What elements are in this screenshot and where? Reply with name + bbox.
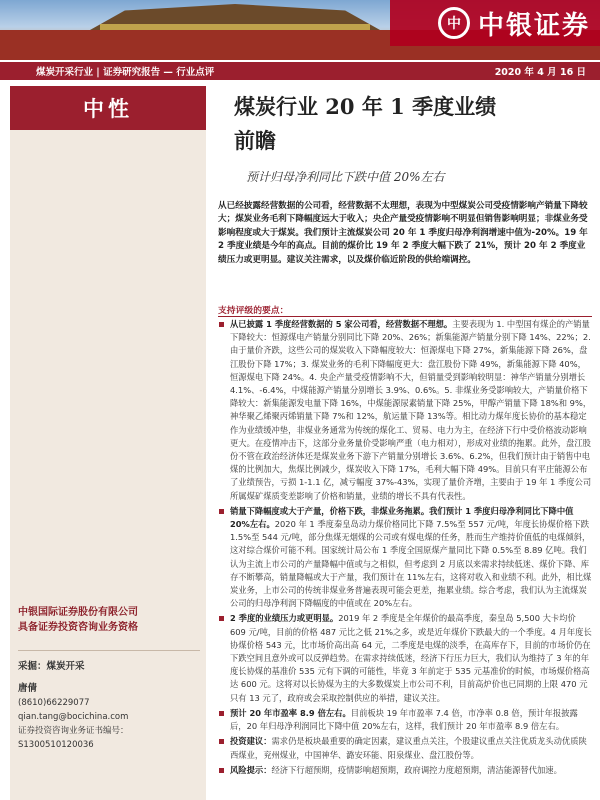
analyst-name: 唐倩 <box>18 683 38 694</box>
company-info <box>18 605 198 635</box>
bullet-text: 2019 年 2 季度是全年煤价的最高季度，秦皇岛 5,500 大卡均价 609 元/吨，目前的价格 487 元比之低 21%之多，或是近年煤价下跌最大的一个季度。4 月年度长协煤价格 543 元，比市场价高出高 64 元，二季度是电煤的淡季，在高库存下，目前的市场价仍在下跌空间且意外或可以反弹趋势。在需求持续低迷，经济下行压力巨大，我们认为维持了 3 年的年度长协煤的基准价 535 元有下调的可能性，毕竟 3 年前定于 535 元基准价的时候，市场煤价格高达 600 元。这将对以长协煤为主的大多数煤炭上市公司不利，目前高炉价也已同期的上限 470 元只有 13 元了，政府或会采取控制供应的举措，建议关注。 <box>230 613 592 703</box>
boc-circle-icon: 中 <box>438 7 470 39</box>
report-type: 煤炭开采行业 | 证券研究报告 — 行业点评 <box>36 67 215 78</box>
bullet-list <box>218 318 592 779</box>
logo-text: 中银证券 <box>477 10 590 41</box>
sidebar-divider <box>18 650 200 651</box>
analyst-phone: (8610)66229077 <box>18 698 90 708</box>
bullet-text: 经济下行超预期，疫情影响超预期，政府调控力度超预期，清洁能源替代加速。 <box>271 764 562 775</box>
points-heading: 支持评级的要点： <box>218 306 289 316</box>
page-title <box>234 90 592 158</box>
company-qualification: 具备证券投资咨询业务资格 <box>18 622 138 633</box>
main-header <box>218 86 592 195</box>
list-item <box>218 707 592 733</box>
bullet-text: 需求仍是板块最重要的确定因素，建议重点关注，个股建议重点关注优质龙头动优质陕西煤业，兖州煤业，中国神华、潞安环能、阳泉煤业、盘江股份等。 <box>230 736 587 760</box>
report-date: 2020 年 4 月 16 日 <box>494 67 586 78</box>
title-line-2: 前瞻 <box>234 128 276 153</box>
bullet-bold: 从已披露 1 季度经营数据的 5 家公司看，经营数据不理想。 <box>230 319 453 329</box>
page-subtitle: 预计归母净利同比下跌中值 20%左右 <box>246 170 445 184</box>
bullet-bold: 投资建议： <box>230 736 272 747</box>
points-divider <box>218 316 592 317</box>
bullet-text: 目前板块 19 年市盈率 7.4 倍，市净率 0.8 倍，预计年报披露后，20 年归母净利润同比下降中值 20%左右，这样，我们预计 20 年市盈率 8.9 倍左右。 <box>230 707 578 732</box>
bullet-bold: 销量下降幅度或大于产量，价格下跌，非煤业务拖累。我们预计 1 季度归母净利同比下降中值 20%左右。 <box>230 505 574 530</box>
list-item <box>218 318 592 503</box>
intro-paragraph: 从已经披露经营数据的公司看，经营数据不太理想，表现为中型煤炭公司受疫情影响产销量下降较大；煤炭业务毛利下降幅度远大于收入；央企产量受疫情影响不明显但销售影响明显；非煤业务受影响程度或大于煤炭。我们预计主流煤炭公司 20 年 1 季度归母净利润增速中值为-20%。19 年 2 季度业绩是今年的高点。目前的煤价比 19 年 2 季度大幅下跌了 21%，预计 20 年 2 季度业绩压力或更明显。建议关注需求，以及煤价临近阶段的供给端调控。 <box>218 201 588 265</box>
bullet-bold: 2 季度的业绩压力或更明显。 <box>230 613 339 624</box>
bullet-text: 主要表现为 1. 中型国有煤企的产销量下降较大：恒源煤电产销量分别同比下降 20%、26%；新集能源产销量分别下降 14%、22%；2. 由于量价齐跌，这些公司的煤炭收入下降幅度较大：恒源煤电下降 27%，新集能源下降 26%，盘江股份下降 17%；3. 煤炭业务的毛利下降幅度更大：盘江股份下降 49%，新集能源下降 40%，恒源煤电下降 24%。4. 央企产量受疫情影响不大，但销量受到影响较明显：神华产销量分别增长 4.1%、-6.4%，中煤能源产销量分别增长 3.9%、0.6%。5. 非煤业务受影响较大，产销量价格下降较大：新集能源发电量下降 16%，中煤能源尿素销量下降 25%，甲醇产销量下降 18%和 9%，神华聚乙烯聚丙烯销量下降 7%和 12%，航运量下降 13%等。相比动力煤年度长协价的基本稳定作为业绩缓冲垫，非煤业务通常为传统的煤化工、贸易、电力为主，在经济下行中受价格波动影响更大。在疫情冲击下，这部分业务量价受影响严重（电力相对），形成对业绩的拖累。此外，盘江股份不管在政治经济体还是煤炭业务下游下产销量分别增长 3.6%、6.2%，但我们预计由于销售中电煤的比例加大，焦煤比例减少，煤炭收入下降 17%，毛利大幅下降 49%。目前只有平庄能源公布了业绩预告，亏损 1-1.1 亿，减亏幅度 37%-43%，实现了量价齐增，主要由于 19 年 1 季度公司所属煤矿煤质变差影响了价格和销量，业绩的增长不具有代表性。 <box>230 319 592 501</box>
sector-label: 采掘：煤炭开采 <box>18 661 85 672</box>
rating-badge: 中性 <box>10 86 206 130</box>
analyst-email[interactable]: qian.tang@bocichina.com <box>18 712 129 722</box>
report-subheader <box>0 62 600 80</box>
brand-logo <box>390 0 600 46</box>
bullet-text: 2020 年 1 季度秦皇岛动力煤价格同比下降 7.5%至 557 元/吨，年度长协煤价格下跌 1.5%至 544 元/吨，部分焦煤无烟煤的公司或有煤电煤的任务，胜而生产维持价值低的电煤倾斜，这对综合煤价可能不利。国家统计局公布 1 季度全国原煤产量同比下降 0.5%至 8.89 亿吨。我们认为主流上市公司的产量降幅中值或与之相似，但考虑到 2 月底以来需求持续低迷、煤价下降、库存不断攀高，销量降幅或大于产量，我们预计在 11%左右，这将对收入和业绩不利。此外，相比煤炭业务，上市公司的传统非煤业务普遍表现可能会更差，拖累业绩。综合考虑，我们认为主流煤炭公司的归母净利润下降幅度的中值或在 20%左右。 <box>230 519 592 609</box>
list-item <box>218 505 592 611</box>
company-name: 中银国际证券股份有限公司 <box>18 607 138 618</box>
analyst-cert: 证券投资咨询业务证书编号：S1300510120036 <box>18 726 129 750</box>
header-banner <box>0 0 600 60</box>
list-item <box>218 735 592 761</box>
bullet-bold: 风险提示： <box>230 764 272 775</box>
list-item <box>218 764 592 777</box>
list-item <box>218 612 592 704</box>
title-line-1: 煤炭行业 20 年 1 季度业绩 <box>234 94 497 119</box>
bullet-bold: 预计 20 年市盈率 8.9 倍左右。 <box>230 707 351 718</box>
analyst-info <box>18 660 204 752</box>
